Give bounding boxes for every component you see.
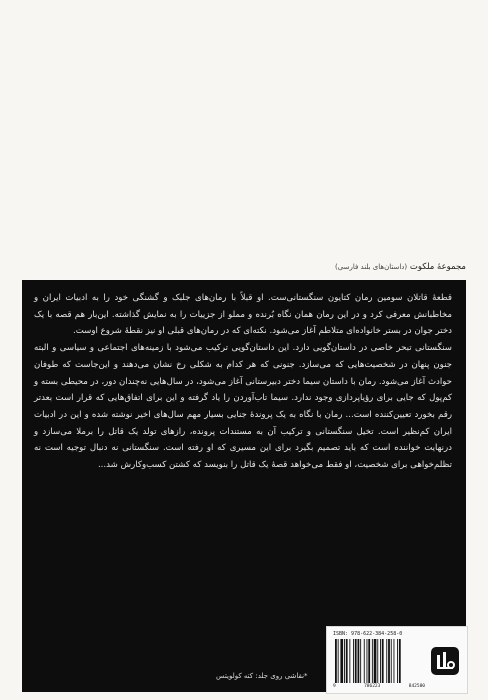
barcode-bar: [338, 639, 339, 683]
barcode-bar: [368, 639, 370, 683]
barcode-bar: [386, 639, 387, 683]
barcode-bar: [349, 639, 350, 683]
barcode-bar: [355, 639, 357, 683]
barcode-bar: [399, 639, 401, 683]
cover-credit: *نقاشی روی جلد: کته کولویتس: [216, 672, 308, 680]
blurb-paragraph-2: سنگستانی تبحر خاصی در داستان‌گویی دارد. این داستان‌گویی ترکیب می‌شود با زمینه‌های اجتماعی و سیاسی و البته جنون پنهان در شخصیت‌هایی که می‌سازد. جنونی که هر کدام به شکلی رخ نشان می‌دهند و این‌جاست که طوفان حوادث آغاز می‌شود. رمان با داستان سیما دختر دبیرستانی آغاز می‌شود، در سال‌هایی نه‌چندان دور، در محیطی بسته و کم‌پول که جایی برای رؤیاپردازی وجود ندارد. سیما تاب‌آوردن را یاد گرفته و این برای اتفاق‌هایی که قرار است بعدتر رقم بخورد تعیین‌کننده است... رمان با نگاه به یک پروندهٔ جنایی بسیار مهم سال‌های اخیر نوشته شده و این در ادبیات ایران کم‌نظیر است. تخیل سنگستانی و ترکیب آن به مستندات پرونده، رازهای تولد یک قاتل را برملا می‌سازد و درنهایت خواننده است که باید تصمیم بگیرد برای این مسیری که او رفته است. سنگستانی نه دنبال توجیه است نه تظلم‌خواهی برای شخصیت، او فقط می‌خواهد قصهٔ یک قاتل را بنویسد که کشتن کسب‌وکارش شد...: [34, 343, 452, 471]
barcode-bar: [372, 639, 373, 683]
barcode-bar: [346, 639, 348, 683]
series-title: مجموعهٔ ملکوت: [409, 262, 466, 272]
barcode-bar: [364, 639, 365, 683]
barcode-digits-right: 842580: [408, 684, 425, 689]
barcode-bar: [374, 639, 377, 683]
isbn-text: ISBN: 978-622-384-258-0: [333, 631, 403, 637]
barcode-digit-left: 9: [333, 684, 336, 689]
barcode-bar: [391, 639, 392, 683]
barcode-box: [326, 626, 468, 694]
barcode-bar: [377, 639, 378, 683]
barcode-bar: [367, 639, 368, 683]
barcode-bar: [388, 639, 390, 683]
blurb-text: [34, 290, 452, 474]
barcode-bar: [344, 639, 345, 683]
series-subtitle: (داستان‌های بلند فارسی): [335, 263, 408, 271]
barcode-bar: [353, 639, 354, 683]
barcode-bar: [358, 639, 360, 683]
blurb-paragraph-1: قطعهٔ قاتلان سومین رمان کتایون سنگستانی‌ست. او قبلاً با رمان‌های جلبک و گشنگی خود را به ادبیات ایران و مخاطبانش معرفی کرد و در این رمان همان نگاه بُرنده و مملو از جزییات را به نمایش گذاشته. این‌بار هم قصه با یک دختر جوان در بستر خانواده‌ای متلاطم آغاز می‌شود. نکته‌ای که در رمان‌های قبلی او نیز نقطهٔ شروع اوست.: [34, 293, 452, 337]
barcode-bar: [382, 639, 384, 683]
barcode-bar: [360, 639, 361, 683]
barcode-bar: [397, 639, 398, 683]
barcode-digits: [333, 684, 425, 689]
publisher-logo-icon: [431, 647, 459, 675]
series-label: [335, 262, 466, 272]
barcode-bar: [394, 639, 395, 683]
barcode-bar: [380, 639, 381, 683]
barcode-bar: [340, 639, 343, 683]
barcode-bar: [335, 639, 337, 683]
barcode-digits-mid: 786223: [364, 684, 381, 689]
barcode-icon: [333, 639, 425, 683]
